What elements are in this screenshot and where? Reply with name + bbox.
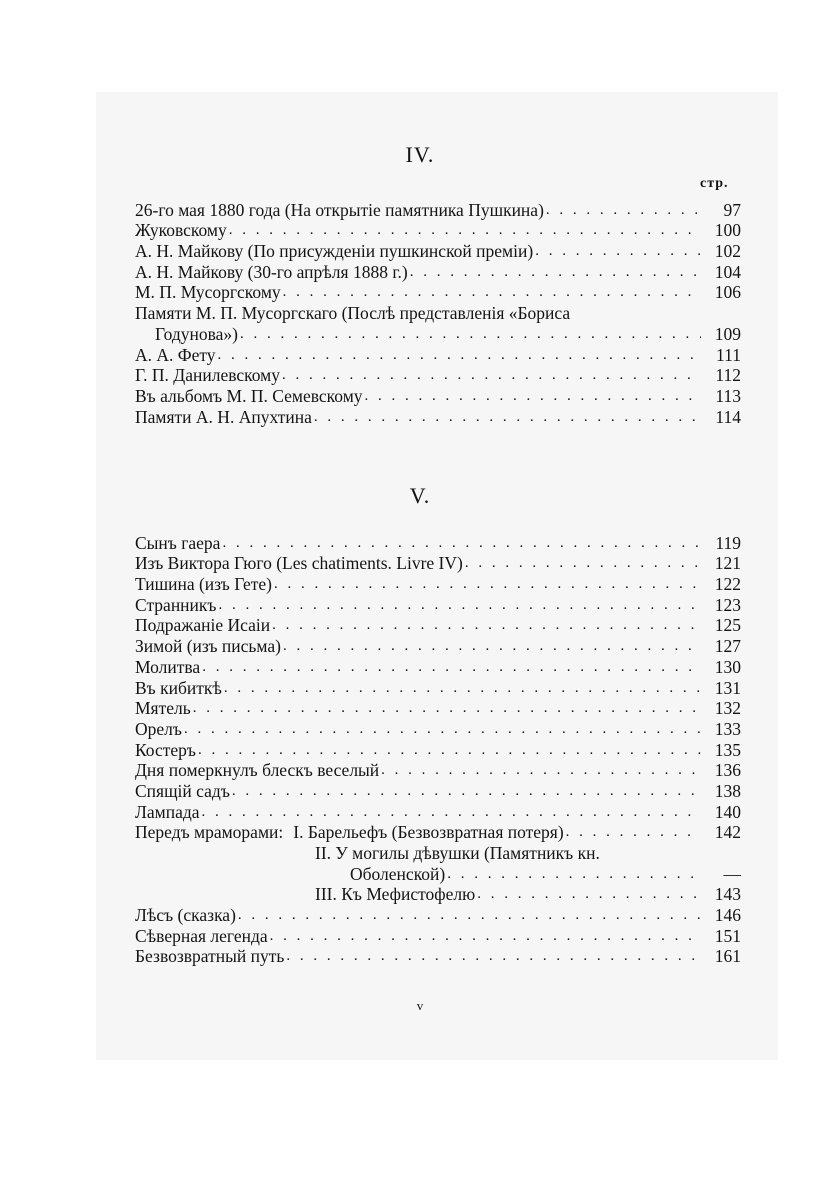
toc-entry: А. Н. Майкову (30-го апрѣля 1888 г.) . . . 104 [135,261,741,282]
marbles-label: Передъ мраморами: [135,822,284,843]
toc-entry: А. Н. Майкову (По присужденіи пушкинской преміи) . . . 102 [135,240,741,261]
signature-mark: v [416,998,424,1013]
toc-entry: Лѣсъ (сказка) . . . 146 [135,904,741,925]
toc-section-v [135,532,741,966]
toc-entry: Тишина (изъ Гете) . . . 122 [135,573,741,594]
section-title-iv: IV. [405,142,435,167]
toc-entry: Г. П. Данилевскому . . . 112 [135,365,741,386]
toc-entry: Дня померкнулъ блескъ веселый . . . 136 [135,760,741,781]
toc-entry-continuation: Оболенской) . . . — [135,863,741,884]
toc-entry: Спящій садъ . . . 138 [135,780,741,801]
toc-entry: Сѣверная легенда . . . 151 [135,925,741,946]
toc-entry: Подражаніе Исаіи . . . 125 [135,615,741,636]
toc-entry: Мятель . . . 132 [135,698,741,719]
toc-entry: Странникъ . . . 123 [135,594,741,615]
toc-entry-marbles: III. Къ Мефистофелю . . . 143 [135,884,741,905]
toc-entry: Безвозвратный путь . . . 161 [135,946,741,967]
marbles-item: I. Барельефъ (Безвозвратная потеря) [293,822,564,843]
toc-entry: Изъ Виктора Гюго (Les chatiments. Livre IV) . . . 121 [135,553,741,574]
toc-entry: Орелъ . . . 133 [135,718,741,739]
toc-entry: Въ альбомъ М. П. Семевскому . . . 113 [135,385,741,406]
toc-entry: Костеръ . . . 135 [135,739,741,760]
toc-entry: Молитва . . . 130 [135,656,741,677]
toc-entry: 26-го мая 1880 года (На открытіе памятника Пушкина) . . . 97 [135,199,741,220]
toc-entry-marbles: II. У могилы дѣвушки (Памятникъ кн. [315,843,600,863]
toc-entry: А. А. Фету . . . 111 [135,344,741,365]
toc-entry: М. П. Мусоргскому . . . 106 [135,282,741,303]
toc-entry-continuation: Годунова») . . . 109 [135,323,741,344]
toc-entry: Памяти М. П. Мусоргскаго (Послѣ представленія «Бориса [135,303,571,324]
toc-entry: Жуковскому . . . 100 [135,220,741,241]
page-column-label: стр. [700,176,729,191]
toc-entry: Зимой (изъ письма) . . . 127 [135,635,741,656]
toc-section-iv [135,199,741,427]
toc-entry-marbles: Передъ мраморами: I. Барельефъ (Безвозвратная потеря) . . . 142 [135,822,741,843]
toc-entry: Памяти А. Н. Апухтина . . . 114 [135,406,741,427]
toc-entry: Лампада . . . 140 [135,801,741,822]
toc-entry: Въ кибиткѣ . . . 131 [135,677,741,698]
section-title-v: V. [409,483,431,508]
toc-entry: Сынъ гаера . . . 119 [135,532,741,553]
